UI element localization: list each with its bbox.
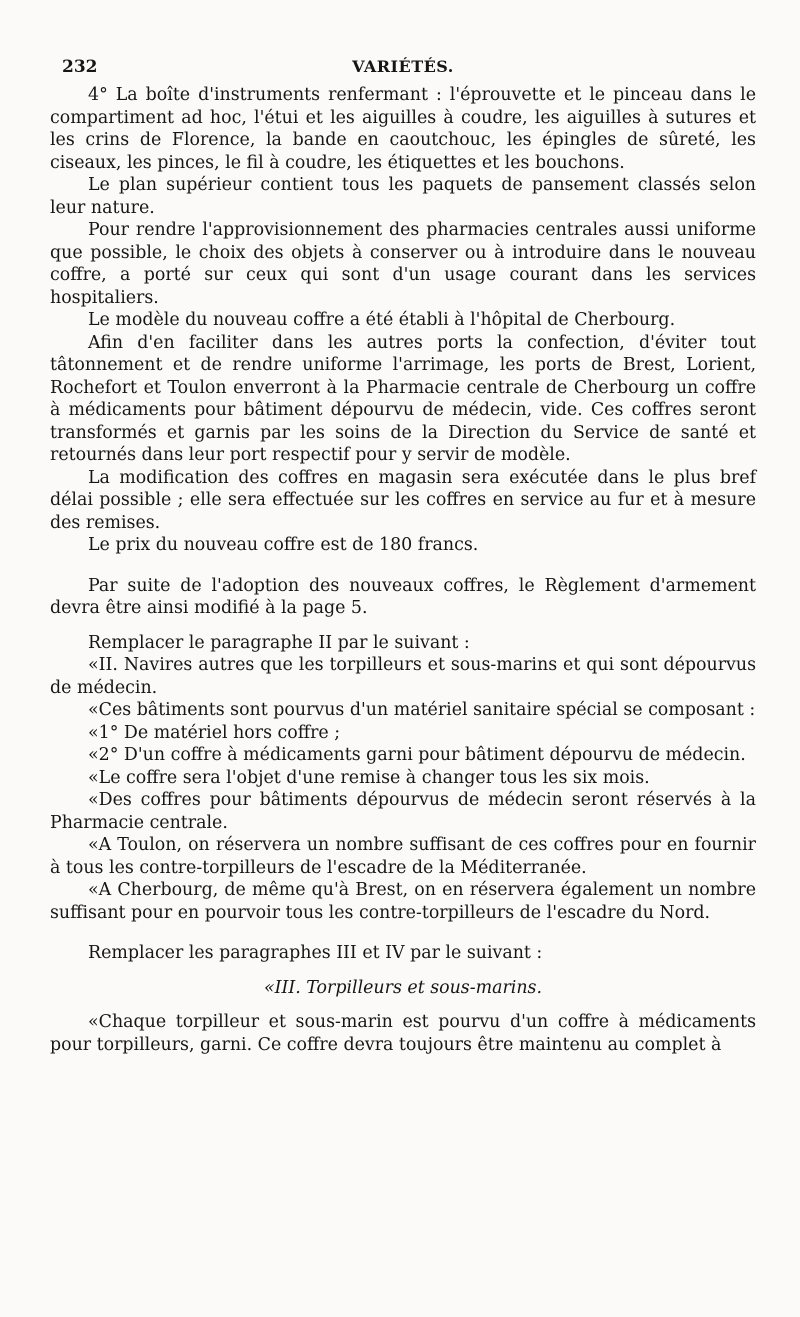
running-title: VARIÉTÉS. — [352, 57, 454, 76]
paragraph: «A Toulon, on réservera un nombre suffisant de ces coffres pour en fournir à tous les contre-torpilleurs de l'escadre de la Méditerranée. — [50, 835, 756, 878]
paragraph: Remplacer le paragraphe II par le suivant : — [88, 632, 470, 653]
paragraph: «Ces bâtiments sont pourvus d'un matériel sanitaire spécial se composant : — [88, 700, 756, 720]
paragraph: Le modèle du nouveau coffre a été établi à l'hôpital de Cherbourg. — [88, 310, 676, 330]
paragraph: «II. Navires autres que les torpilleurs et sous-marins et qui sont dépourvus de médecin. — [50, 655, 756, 698]
paragraph: Le prix du nouveau coffre est de 180 francs. — [88, 535, 479, 555]
paragraph: «2° D'un coffre à médicaments garni pour bâtiment dépourvu de médecin. — [88, 745, 746, 765]
document-page — [50, 52, 756, 1056]
paragraph: Le plan supérieur contient tous les paquets de pansement classés selon leur nature. — [50, 175, 756, 218]
paragraph: Afin d'en faciliter dans les autres ports la confection, d'éviter tout tâtonnement et de rendre uniforme l'arrimage, les ports de Brest, Lorient, Rochefort et Toulon enverront à la Pharmacie centrale de Cherbourg un coffre à médicaments pour bâtiment dépourvu de médecin, vide. Ces coffres seront transformés et garnis par les soins de la Direction du Service de santé et retournés dans leur port respectif pour y servir de modèle. — [50, 332, 756, 465]
page-number: 232 — [62, 57, 98, 77]
section-heading-text: «III. Torpilleurs et sous-marins. — [263, 977, 542, 998]
paragraph: «1° De matériel hors coffre ; — [88, 722, 341, 743]
paragraph: «Des coffres pour bâtiments dépourvus de médecin seront réservés à la Pharmacie centrale. — [50, 790, 756, 833]
paragraph: 4° La boîte d'instruments renfermant : l'éprouvette et le pinceau dans le compartiment ad hoc, l'étui et les aiguilles à coudre, les aiguilles à sutures et les crins de Florence, la bande en caoutchouc, les épingles de sûreté, les ciseaux, les pinces, le fil à coudre, les étiquettes et les bouchons. — [50, 85, 756, 173]
paragraph: La modification des coffres en magasin sera exécutée dans le plus bref délai possible ; elle sera effectuée sur les coffres en service au fur et à mesure des remises. — [50, 467, 756, 533]
paragraph: Pour rendre l'approvisionnement des pharmacies centrales aussi uniforme que possible, le choix des objets à conserver ou à introduire dans le nouveau coffre, a porté sur ceux qui sont d'un usage courant dans les services hospitaliers. — [50, 220, 756, 308]
paragraph: Par suite de l'adoption des nouveaux coffres, le Règlement d'armement devra être ainsi modifié à la page 5. — [50, 575, 756, 618]
paragraph: «A Cherbourg, de même qu'à Brest, on en réservera également un nombre suffisant pour en pourvoir tous les contre-torpilleurs de l'escadre du Nord. — [50, 880, 756, 923]
paragraph: Remplacer les paragraphes III et IV par le suivant : — [88, 943, 543, 963]
page-header — [50, 52, 756, 84]
paragraph: «Le coffre sera l'objet d'une remise à changer tous les six mois. — [88, 767, 650, 788]
section-heading — [50, 977, 756, 1000]
paragraph: «Chaque torpilleur et sous-marin est pourvu d'un coffre à médicaments pour torpilleurs, garni. Ce coffre devra toujours être maintenu au complet à — [50, 1012, 756, 1055]
